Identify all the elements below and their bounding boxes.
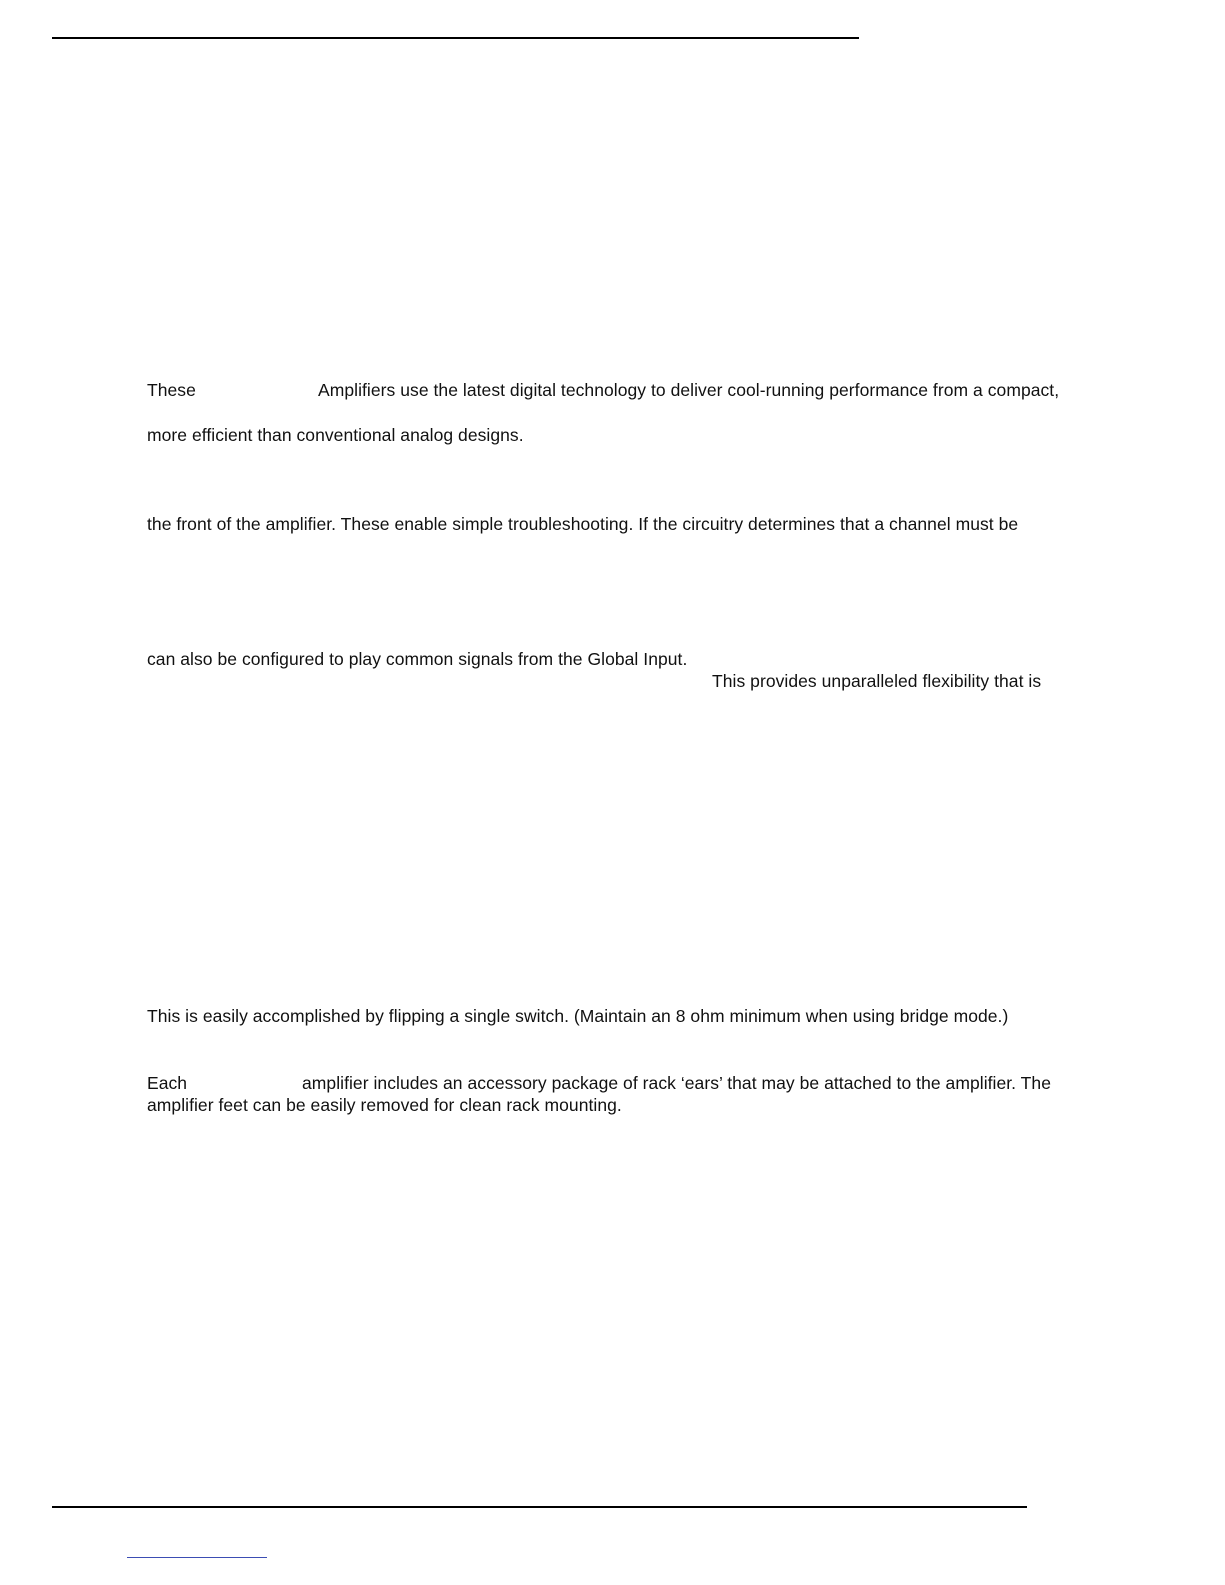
intro-line-1-start: These <box>147 380 196 400</box>
intro-line-2: more efficient than conventional analog designs. <box>147 425 524 445</box>
protection-line-1: the front of the amplifier. These enable simple troubleshooting. If the circuitry determines that a channel must be <box>147 514 1019 534</box>
intro-line-1-rest: Amplifiers use the latest digital technology to deliver cool-running performance from a compact, <box>318 380 1060 400</box>
rack-line-1-rest: amplifier includes an accessory package of rack ‘ears’ that may be attached to the amplifier. The <box>302 1073 1051 1093</box>
inputs-line-2: This provides unparalleled flexibility that is <box>712 671 1042 691</box>
bridge-line-1: This is easily accomplished by flipping a single switch. (Maintain an 8 ohm minimum when using bridge mode.) <box>147 1006 1009 1026</box>
header-rule <box>52 37 859 39</box>
rack-line-1-start: Each <box>147 1073 188 1093</box>
footer-rule <box>52 1506 1027 1508</box>
inputs-line-1: can also be configured to play common signals from the Global Input. <box>147 649 688 669</box>
rack-line-2: amplifier feet can be easily removed for clean rack mounting. <box>147 1095 622 1115</box>
footer-link-underline <box>127 1557 267 1558</box>
